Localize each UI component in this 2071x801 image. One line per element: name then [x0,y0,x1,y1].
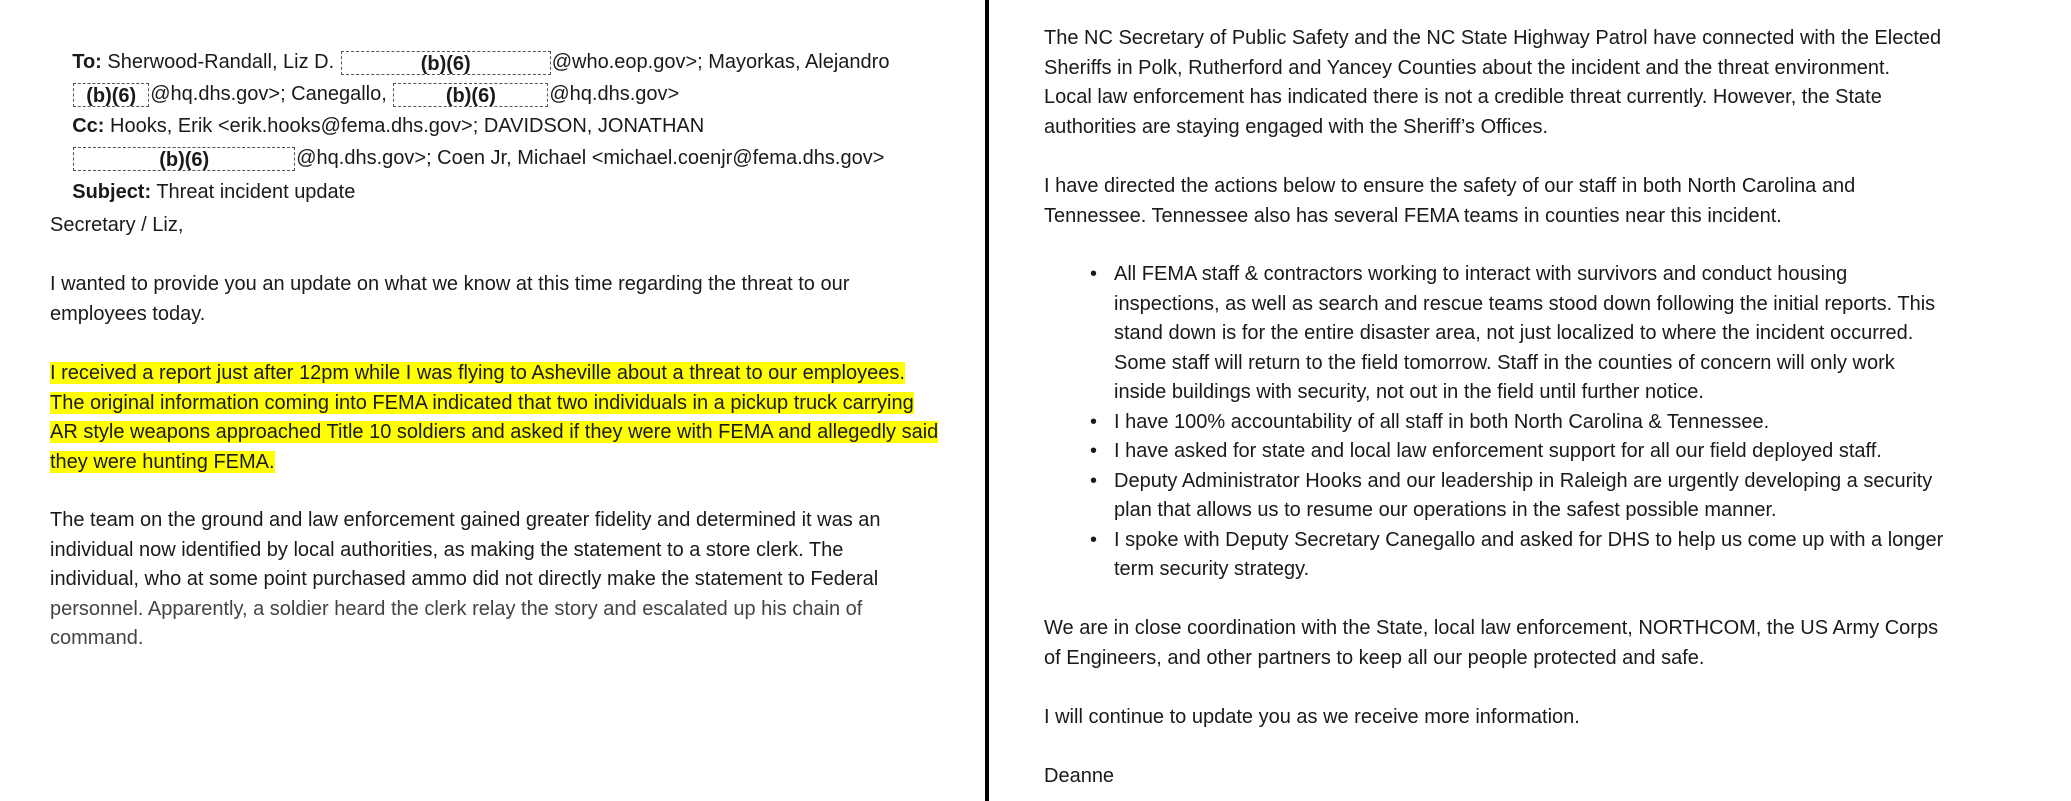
text-line: Tennessee. Tennessee also has several FEMA teams in counties near this incident. [1044,204,1782,227]
text-line: term security strategy. [1114,558,1310,580]
text-line: I wanted to provide you an update on what we know at this time regarding the threat to our [50,273,850,295]
text-line: of Engineers, and other partners to keep all our people protected and safe. [1044,646,1705,669]
text-line: We are in close coordination with the State, local law enforcement, NORTHCOM, the US Army Corps [1044,617,1939,639]
highlighted-line: I received a report just after 12pm while I was flying to Asheville about a threat to our employees. [50,362,905,384]
directed-actions-paragraph [1044,172,1855,231]
list-item [1090,467,2070,526]
text-line: • I spoke with Deputy Secretary Canegallo and asked for DHS to help us come up with a longer [1114,528,1944,551]
redaction-box: (b)(6) [341,51,551,75]
cc-text-2: @hq.dhs.gov>; Coen Jr, Michael <michael.coenjr@fema.dhs.gov> [296,147,885,169]
text-line: • I have 100% accountability of all staff in both North Carolina & Tennessee. [1114,410,1770,433]
salutation: Secretary / Liz, [50,214,184,236]
highlighted-line: AR style weapons approached Title 10 soldiers and asked if they were with FEMA and allegedly said [50,421,939,443]
team-paragraph [50,506,881,654]
text-line: • All FEMA staff & contractors working to interact with survivors and conduct housing [1114,263,1848,285]
list-item [1090,408,2070,438]
left-page [0,0,985,801]
highlighted-line: they were hunting FEMA. [50,450,275,473]
to-name-1: Sherwood-Randall, Liz D. [101,51,340,73]
text-line: Some staff will return to the field tomorrow. Staff in the counties of concern will only work [1114,351,1895,374]
redaction-box: (b)(6) [73,147,295,171]
cc-text-1: Hooks, Erik <erik.hooks@fema.dhs.gov>; DAVIDSON, JONATHAN [104,115,705,137]
text-line: individual now identified by local authorities, as making the statement to a store clerk. The [50,538,844,561]
text-line: stand down is for the entire disaster area, not just localized to where the incident occurred. [1114,322,1914,344]
text-line: The NC Secretary of Public Safety and the NC State Highway Patrol have connected with the Elected [1044,27,1942,49]
list-item [1090,437,2070,467]
text-line: Sheriffs in Polk, Rutherford and Yancey Counties about the incident and the threat environment. [1044,56,1891,79]
text-line: I have directed the actions below to ensure the safety of our staff in both North Carolina and [1044,175,1856,197]
signature: Deanne [1044,765,1115,787]
text-line: inside buildings with security, not out in the field until further notice. [1114,381,1704,403]
subject-label: Subject: [72,181,152,203]
public-safety-paragraph [1044,24,1941,142]
highlighted-line: The original information coming into FEMA indicated that two individuals in a pickup truck carrying [50,391,914,414]
list-item [1090,260,2070,408]
action-list [1090,260,2070,585]
text-line: command. [50,627,144,649]
right-page [994,0,2071,801]
cc-label: Cc: [72,115,105,137]
to-domain-3: @hq.dhs.gov> [549,83,680,105]
text-line: • Deputy Administrator Hooks and our leadership in Raleigh are urgently developing a security [1114,469,1933,492]
to-label: To: [72,51,102,73]
text-line: plan that allows us to resume our operations in the safest possible manner. [1114,499,1777,521]
highlighted-paragraph [50,359,938,477]
text-line: Local law enforcement has indicated there is not a credible threat currently. However, the State [1044,86,1882,108]
text-line: individual, who at some point purchased ammo did not directly make the statement to Federal [50,568,879,590]
coordination-paragraph [1044,614,1938,673]
text-line: authorities are staying engaged with the Sheriff’s Offices. [1044,115,1548,138]
intro-paragraph [50,270,849,329]
text-line: employees today. [50,302,206,325]
redaction-box: (b)(6) [73,83,149,107]
text-line: The team on the ground and law enforcement gained greater fidelity and determined it was an [50,509,881,531]
text-line: • I have asked for state and local law enforcement support for all our field deployed staff. [1114,440,1882,462]
text-line: inspections, as well as search and rescue teams stood down following the initial reports. This [1114,292,1936,315]
page-divider [985,0,989,801]
list-item [1090,526,2070,585]
text-line: personnel. Apparently, a soldier heard the clerk relay the story and escalated up his chain of [50,597,863,620]
to-domain-1: @who.eop.gov>; Mayorkas, Alejandro [551,51,890,73]
update-paragraph: I will continue to update you as we receive more information. [1044,706,1580,728]
to-domain-2: @hq.dhs.gov>; Canegallo, [150,83,393,105]
redaction-box: (b)(6) [393,83,548,107]
subject-text: Threat incident update [151,181,356,203]
